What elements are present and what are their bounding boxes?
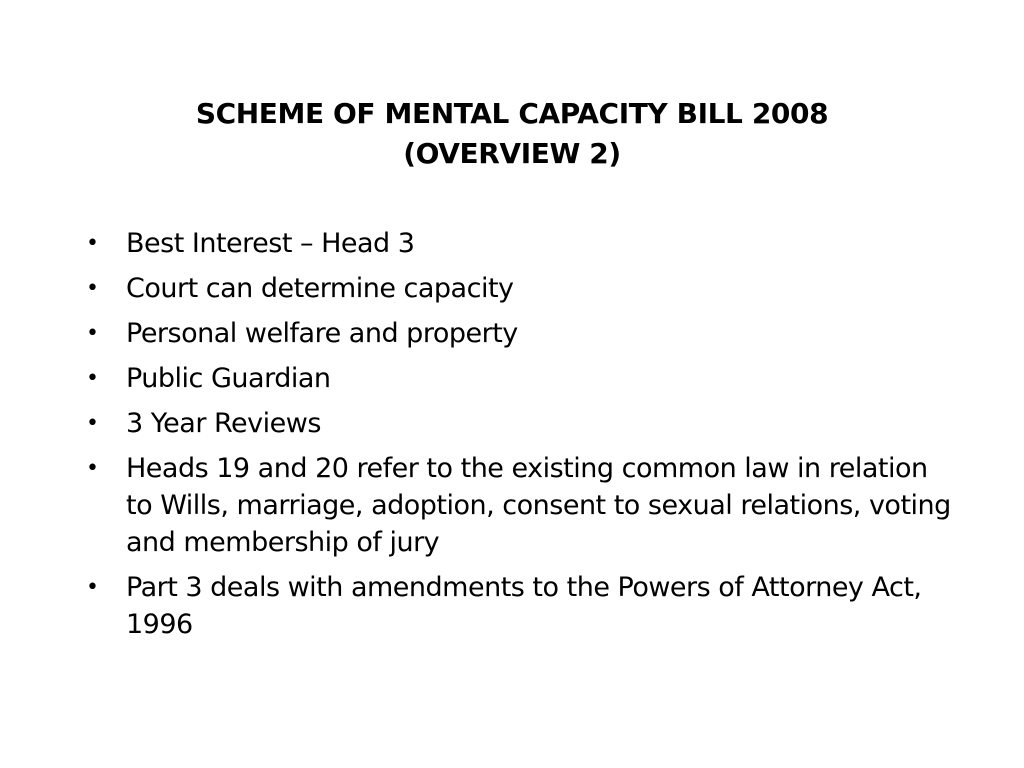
bullet-text: Best Interest – Head 3 (126, 228, 415, 259)
bullet-dot-icon: • (86, 366, 99, 391)
bullet-text: Public Guardian (126, 363, 331, 394)
bullet-item (86, 315, 956, 352)
title-line-2: (OVERVIEW 2) (403, 137, 621, 170)
bullet-dot-icon: • (86, 321, 99, 346)
title-line-1: SCHEME OF MENTAL CAPACITY BILL 2008 (195, 97, 829, 130)
bullet-item (86, 450, 956, 561)
bullet-item (86, 225, 956, 262)
bullet-item (86, 270, 956, 307)
bullet-list (86, 225, 956, 651)
bullet-dot-icon: • (86, 231, 99, 256)
bullet-dot-icon: • (86, 276, 99, 301)
bullet-dot-icon: • (86, 456, 99, 481)
bullet-text: Part 3 deals with amendments to the Powers of Attorney Act, 1996 (126, 572, 922, 640)
bullet-item (86, 360, 956, 397)
bullet-text: 3 Year Reviews (126, 408, 321, 439)
bullet-dot-icon: • (86, 575, 99, 600)
bullet-text: Court can determine capacity (126, 273, 514, 304)
bullet-item (86, 569, 956, 643)
bullet-text: Heads 19 and 20 refer to the existing common law in relation to Wills, marriage, adoption, consent to sexual relations, voting and membership of jury (126, 453, 951, 558)
bullet-text: Personal welfare and property (126, 318, 518, 349)
bullet-item (86, 405, 956, 442)
slide-title (0, 94, 1024, 174)
bullet-dot-icon: • (86, 411, 99, 436)
